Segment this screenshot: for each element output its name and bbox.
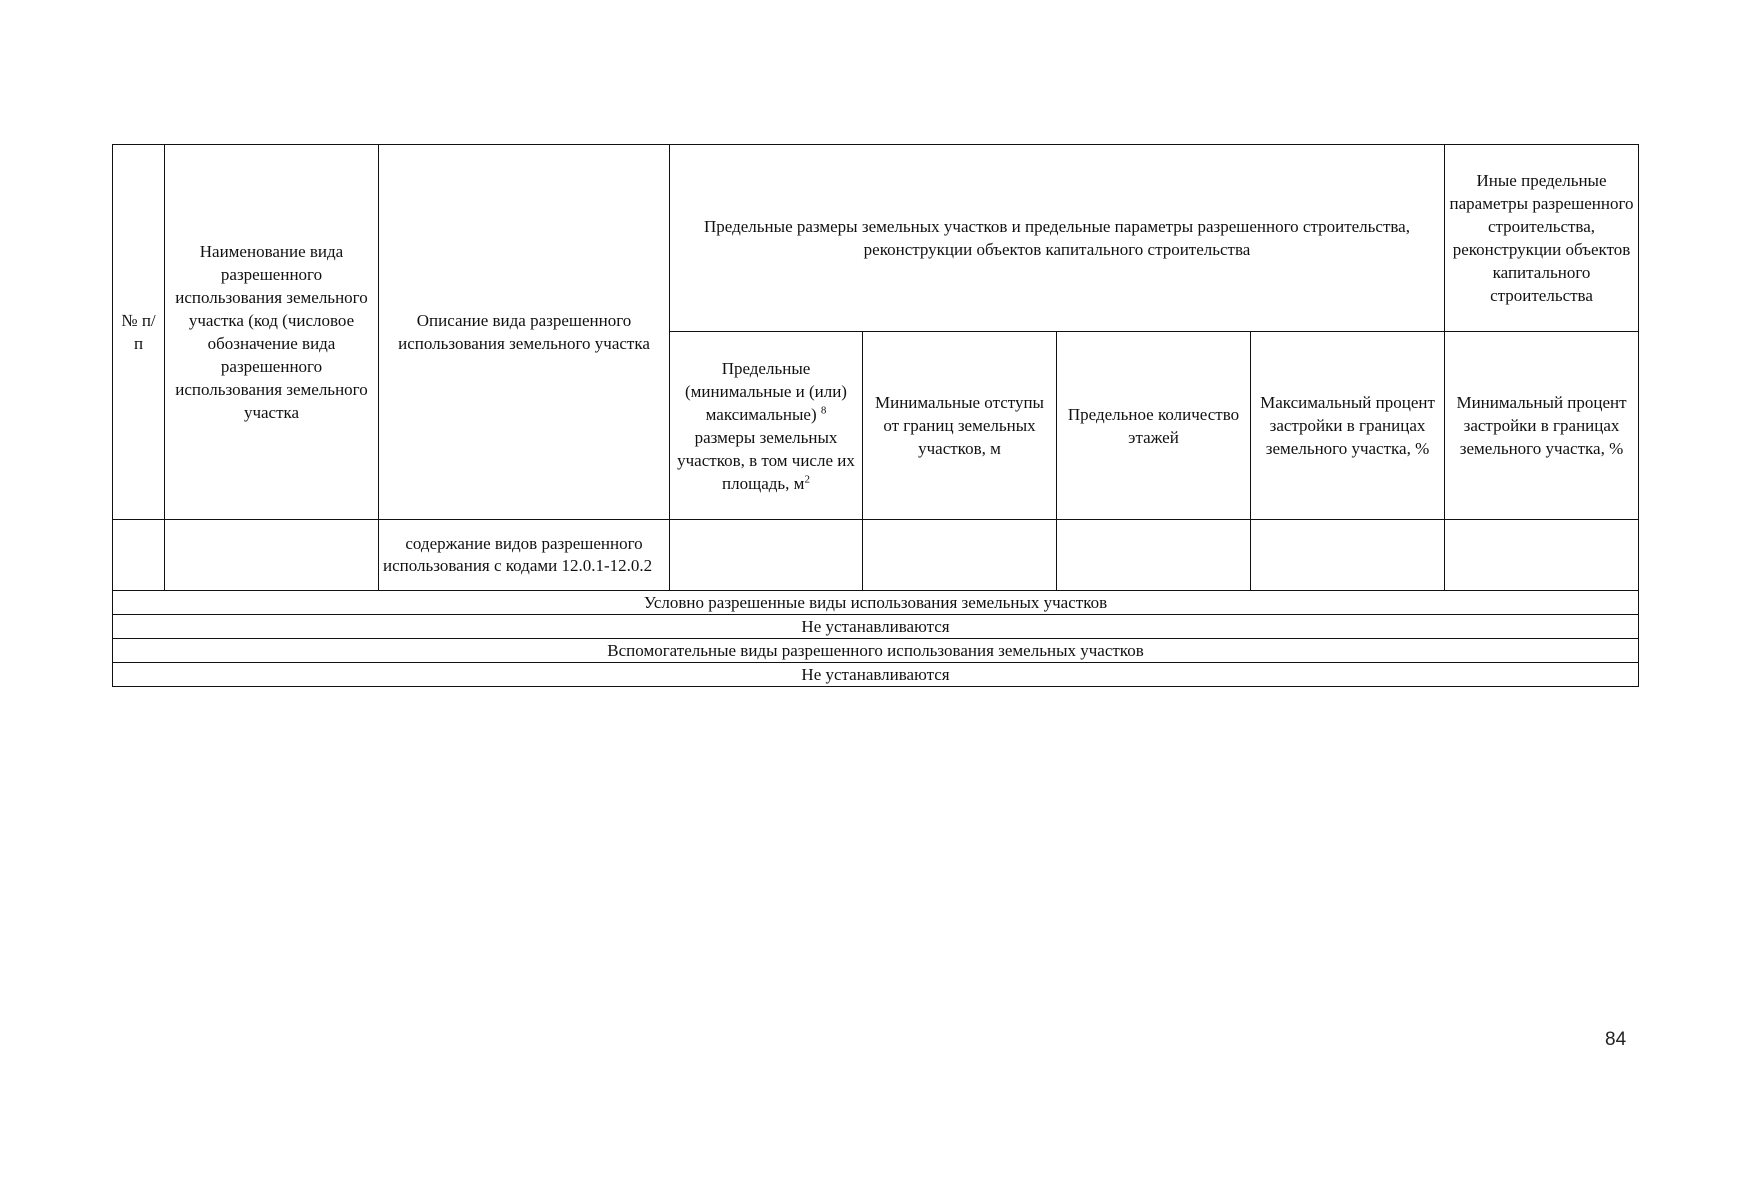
unit-superscript: 2	[804, 472, 810, 485]
header-offsets: Минимальные отступы от границ земельных участков, м	[863, 332, 1057, 520]
section-row	[113, 615, 1639, 639]
cell-sizes	[670, 520, 863, 591]
header-max-coverage: Максимальный процент застройки в границах земельного участка, %	[1251, 332, 1445, 520]
cell-name	[165, 520, 379, 591]
footnote-mark: 8	[820, 403, 827, 416]
header-other-params: Иные предельные параметры разрешенного строительства, реконструкции объектов капитального строительства	[1445, 145, 1639, 332]
table-row	[113, 520, 1639, 591]
section-conditional-title: Условно разрешенные виды использования земельных участков	[113, 591, 1639, 615]
section-conditional-value: Не устанавливаются	[113, 615, 1639, 639]
section-auxiliary-title: Вспомогательные виды разрешенного использования земельных участков	[113, 639, 1639, 663]
page-number: 84	[1605, 1029, 1627, 1050]
section-row	[113, 639, 1639, 663]
header-name: Наименование вида разрешенного использования земельного участка (код (числовое обозначение вида разрешенного использования земельного участка	[165, 145, 379, 520]
cell-offsets	[863, 520, 1057, 591]
header-limits-group: Предельные размеры земельных участков и предельные параметры разрешенного строительства, реконструкции объектов капитального строительства	[670, 145, 1445, 332]
cell-min-coverage	[1445, 520, 1639, 591]
header-floors: Предельное количество этажей	[1057, 332, 1251, 520]
cell-description: содержание видов разрешенного использования с кодами 12.0.1-12.0.2	[379, 520, 670, 591]
header-sizes	[670, 332, 863, 520]
cell-max-coverage	[1251, 520, 1445, 591]
section-row	[113, 663, 1639, 687]
zoning-parameters-table	[112, 144, 1639, 687]
section-auxiliary-value: Не устанавливаются	[113, 663, 1639, 687]
cell-floors	[1057, 520, 1251, 591]
header-sizes-text: Предельные (минимальные и (или) максимальные)	[685, 358, 847, 424]
table-header-row	[113, 145, 1639, 332]
header-sizes-text-2: размеры земельных участков, в том числе их площадь, м	[677, 427, 855, 493]
cell-num	[113, 520, 165, 591]
header-description: Описание вида разрешенного использования земельного участка	[379, 145, 670, 520]
section-row	[113, 591, 1639, 615]
header-min-coverage: Минимальный процент застройки в границах земельного участка, %	[1445, 332, 1639, 520]
header-num: № п/п	[113, 145, 165, 520]
